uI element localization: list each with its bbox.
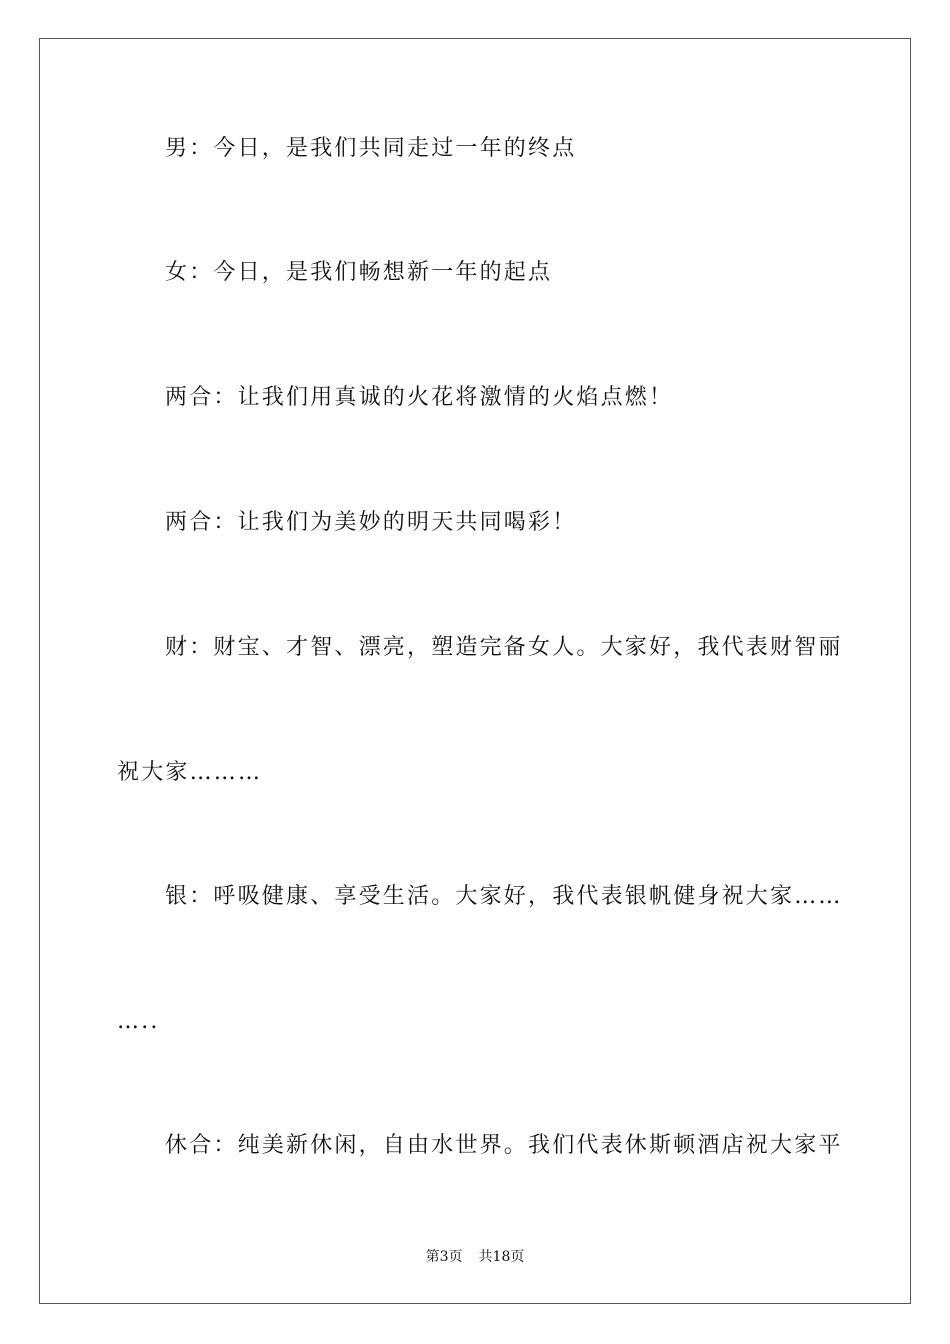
paragraph-line: 休合：纯美新休闲，自由水世界。我们代表休斯顿酒店祝大家平: [165, 1133, 843, 1158]
page-border: [39, 38, 911, 1304]
paragraph-line: 两合：让我们用真诚的火花将激情的火焰点燃！: [165, 385, 674, 410]
page-footer: [0, 1248, 950, 1266]
page-total: 共18页: [478, 1249, 525, 1265]
paragraph-line: 两合：让我们为美妙的明天共同喝彩！: [165, 510, 577, 535]
paragraph-line: 财：财宝、才智、漂亮，塑造完备女人。大家好，我代表财智丽: [165, 635, 843, 660]
page-number: 第3页: [425, 1249, 463, 1265]
paragraph-line: …..: [117, 1009, 160, 1034]
paragraph-line: 男：今日，是我们共同走过一年的终点: [165, 136, 577, 161]
paragraph-line: 女：今日，是我们畅想新一年的起点: [165, 260, 553, 285]
paragraph-line: 祝大家………: [117, 760, 263, 785]
paragraph-line: 银：呼吸健康、享受生活。大家好，我代表银帆健身祝大家……: [165, 884, 843, 909]
